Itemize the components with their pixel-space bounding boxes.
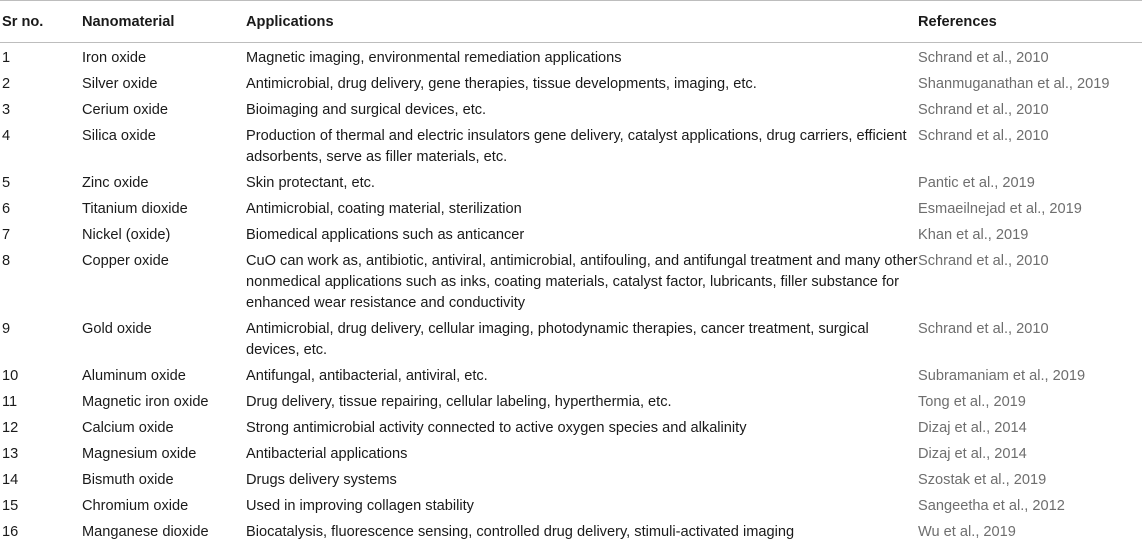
header-references: References <box>918 13 997 30</box>
cell-reference: Szostak et al., 2019 <box>918 472 1047 488</box>
cell-applications: Skin protectant, etc. <box>246 175 375 191</box>
cell-reference: Schrand et al., 2010 <box>918 128 1049 144</box>
table-row <box>0 494 1142 520</box>
cell-applications: Strong antimicrobial activity connected to active oxygen species and alkalinity <box>246 420 747 436</box>
table-row <box>0 43 1142 72</box>
cell-reference: Esmaeilnejad et al., 2019 <box>918 201 1082 217</box>
cell-reference: Schrand et al., 2010 <box>918 321 1049 337</box>
table-row <box>0 468 1142 494</box>
cell-sr-no: 15 <box>2 498 19 514</box>
cell-applications: Biocatalysis, fluorescence sensing, controlled drug delivery, stimuli-activated imaging <box>246 524 795 540</box>
cell-sr-no: 4 <box>2 128 11 144</box>
cell-sr-no: 16 <box>2 524 19 540</box>
table-row <box>0 197 1142 223</box>
cell-applications: Magnetic imaging, environmental remediation applications <box>246 50 622 66</box>
table-row <box>0 390 1142 416</box>
header-nanomaterial: Nanomaterial <box>82 13 175 30</box>
header-sr-no: Sr no. <box>2 13 44 30</box>
cell-sr-no: 13 <box>2 446 19 462</box>
cell-reference: Schrand et al., 2010 <box>918 253 1049 269</box>
cell-applications: Drugs delivery systems <box>246 472 397 488</box>
cell-sr-no: 11 <box>2 394 18 410</box>
table-row <box>0 171 1142 197</box>
cell-nanomaterial: Titanium dioxide <box>82 201 188 217</box>
cell-reference: Subramaniam et al., 2019 <box>918 368 1086 384</box>
cell-nanomaterial: Nickel (oxide) <box>82 227 171 243</box>
cell-nanomaterial: Magnetic iron oxide <box>82 394 209 410</box>
header-row <box>0 1 1142 43</box>
cell-applications: Used in improving collagen stability <box>246 498 474 514</box>
cell-reference: Tong et al., 2019 <box>918 394 1026 410</box>
cell-sr-no: 8 <box>2 253 11 269</box>
cell-reference: Khan et al., 2019 <box>918 227 1029 243</box>
cell-sr-no: 9 <box>2 321 11 337</box>
cell-sr-no: 1 <box>2 50 11 66</box>
cell-nanomaterial: Zinc oxide <box>82 175 149 191</box>
cell-sr-no: 12 <box>2 420 19 436</box>
cell-nanomaterial: Cerium oxide <box>82 102 168 118</box>
cell-nanomaterial: Iron oxide <box>82 50 147 66</box>
cell-nanomaterial: Manganese dioxide <box>82 524 209 540</box>
cell-nanomaterial: Copper oxide <box>82 253 169 269</box>
cell-applications: Antifungal, antibacterial, antiviral, etc. <box>246 368 488 384</box>
cell-applications: Production of thermal and electric insulators gene delivery, catalyst applications, drug carriers, efficient adsorbents, serve as filler materials, etc. <box>246 128 907 165</box>
cell-nanomaterial: Aluminum oxide <box>82 368 186 384</box>
cell-reference: Pantic et al., 2019 <box>918 175 1035 191</box>
cell-sr-no: 6 <box>2 201 11 217</box>
cell-nanomaterial: Calcium oxide <box>82 420 174 436</box>
cell-reference: Shanmuganathan et al., 2019 <box>918 76 1110 92</box>
cell-applications: Bioimaging and surgical devices, etc. <box>246 102 487 118</box>
table-body <box>0 43 1142 544</box>
table-row <box>0 124 1142 171</box>
table-header <box>0 1 1142 43</box>
cell-applications: CuO can work as, antibiotic, antiviral, antimicrobial, antifouling, and antifungal treatment and many other nonmedical applications such as inks, coating materials, catalyst factor, lubricants, filler substance for enhanced wear resistance and conductivity <box>246 253 918 311</box>
cell-sr-no: 3 <box>2 102 11 118</box>
cell-nanomaterial: Bismuth oxide <box>82 472 174 488</box>
cell-applications: Biomedical applications such as anticancer <box>246 227 525 243</box>
cell-applications: Antimicrobial, coating material, sterilization <box>246 201 522 217</box>
cell-sr-no: 10 <box>2 368 19 384</box>
table-row <box>0 364 1142 390</box>
table-row <box>0 416 1142 442</box>
cell-sr-no: 14 <box>2 472 19 488</box>
cell-nanomaterial: Gold oxide <box>82 321 152 337</box>
cell-reference: Sangeetha et al., 2012 <box>918 498 1065 514</box>
cell-nanomaterial: Silica oxide <box>82 128 156 144</box>
cell-sr-no: 2 <box>2 76 11 92</box>
cell-sr-no: 5 <box>2 175 11 191</box>
cell-sr-no: 7 <box>2 227 11 243</box>
cell-applications: Antimicrobial, drug delivery, gene therapies, tissue developments, imaging, etc. <box>246 76 757 92</box>
cell-applications: Antimicrobial, drug delivery, cellular imaging, photodynamic therapies, cancer treatment, surgical devices, etc. <box>246 321 869 358</box>
table-row <box>0 317 1142 364</box>
cell-reference: Wu et al., 2019 <box>918 524 1016 540</box>
header-applications: Applications <box>246 13 334 30</box>
table-row <box>0 520 1142 544</box>
cell-applications: Antibacterial applications <box>246 446 408 462</box>
cell-reference: Dizaj et al., 2014 <box>918 420 1027 436</box>
table-row <box>0 72 1142 98</box>
cell-reference: Dizaj et al., 2014 <box>918 446 1027 462</box>
table-row <box>0 442 1142 468</box>
table-row <box>0 223 1142 249</box>
cell-nanomaterial: Magnesium oxide <box>82 446 197 462</box>
table-row <box>0 98 1142 124</box>
table-row <box>0 249 1142 317</box>
cell-applications: Drug delivery, tissue repairing, cellular labeling, hyperthermia, etc. <box>246 394 672 410</box>
cell-nanomaterial: Silver oxide <box>82 76 158 92</box>
cell-reference: Schrand et al., 2010 <box>918 102 1049 118</box>
cell-nanomaterial: Chromium oxide <box>82 498 189 514</box>
cell-reference: Schrand et al., 2010 <box>918 50 1049 66</box>
